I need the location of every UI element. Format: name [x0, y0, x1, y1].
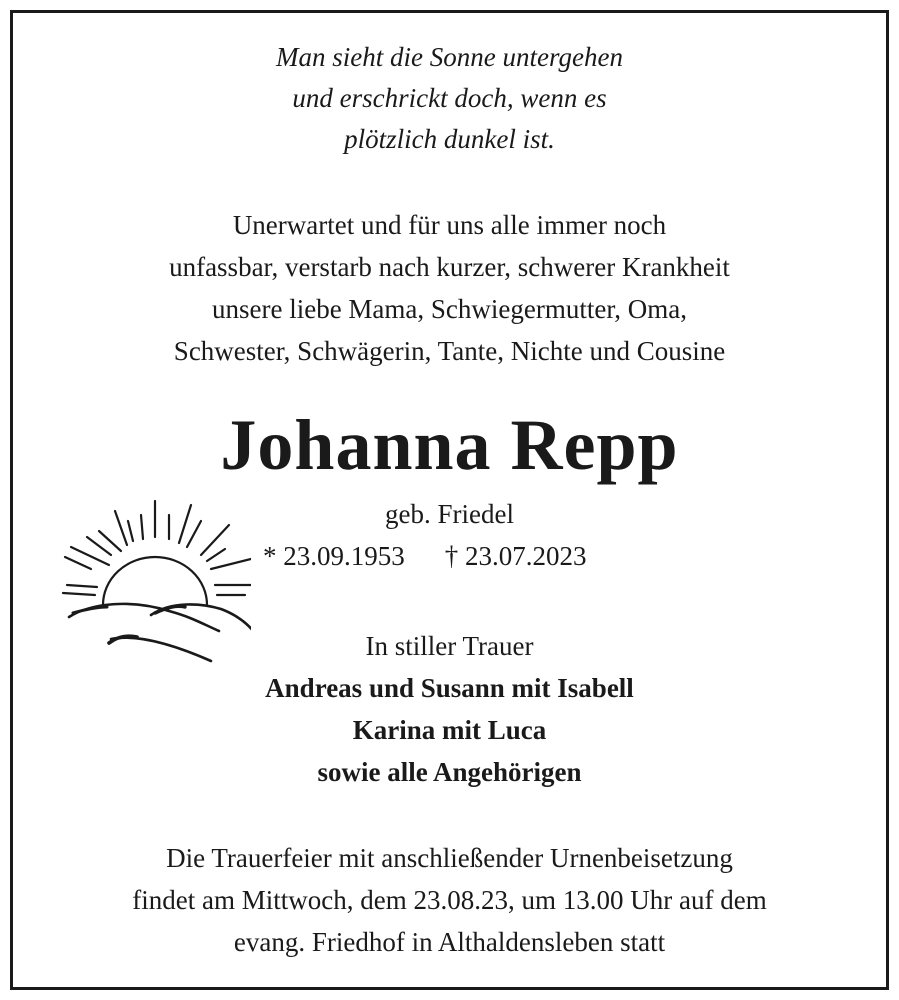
- death-date: † 23.07.2023: [444, 541, 587, 571]
- deceased-name: Johanna Repp: [220, 405, 679, 485]
- poem-line-3: plötzlich dunkel ist.: [344, 124, 555, 154]
- poem-line-2: und erschrickt doch, wenn es: [292, 83, 607, 113]
- intro-line-4: Schwester, Schwägerin, Tante, Nichte und Cousine: [173, 336, 726, 366]
- intro-line-1: Unerwartet und für uns alle immer noch: [232, 210, 667, 240]
- life-dates: [263, 540, 587, 572]
- mourners-heading: In stiller Trauer: [365, 631, 534, 661]
- mourner-line-2: Karina mit Luca: [352, 715, 547, 745]
- birth-date: * 23.09.1953: [263, 541, 405, 571]
- poem-line-1: Man sieht die Sonne untergehen: [276, 42, 623, 72]
- mourner-line-1: Andreas und Susann mit Isabell: [265, 673, 634, 703]
- mourner-line-3: sowie alle Angehörigen: [317, 757, 582, 787]
- maiden-name: geb. Friedel: [385, 499, 514, 529]
- intro-line-3: unsere liebe Mama, Schwiegermutter, Oma,: [211, 294, 687, 324]
- ceremony-line-1: Die Trauerfeier mit anschließender Urnenbeisetzung: [166, 843, 733, 873]
- ceremony-line-3: evang. Friedhof in Althaldensleben statt: [233, 927, 666, 957]
- obituary-notice: [10, 10, 889, 990]
- ceremony-line-2: findet am Mittwoch, dem 23.08.23, um 13.00 Uhr auf dem: [132, 885, 767, 915]
- intro-line-2: unfassbar, verstarb nach kurzer, schwerer Krankheit: [169, 252, 730, 282]
